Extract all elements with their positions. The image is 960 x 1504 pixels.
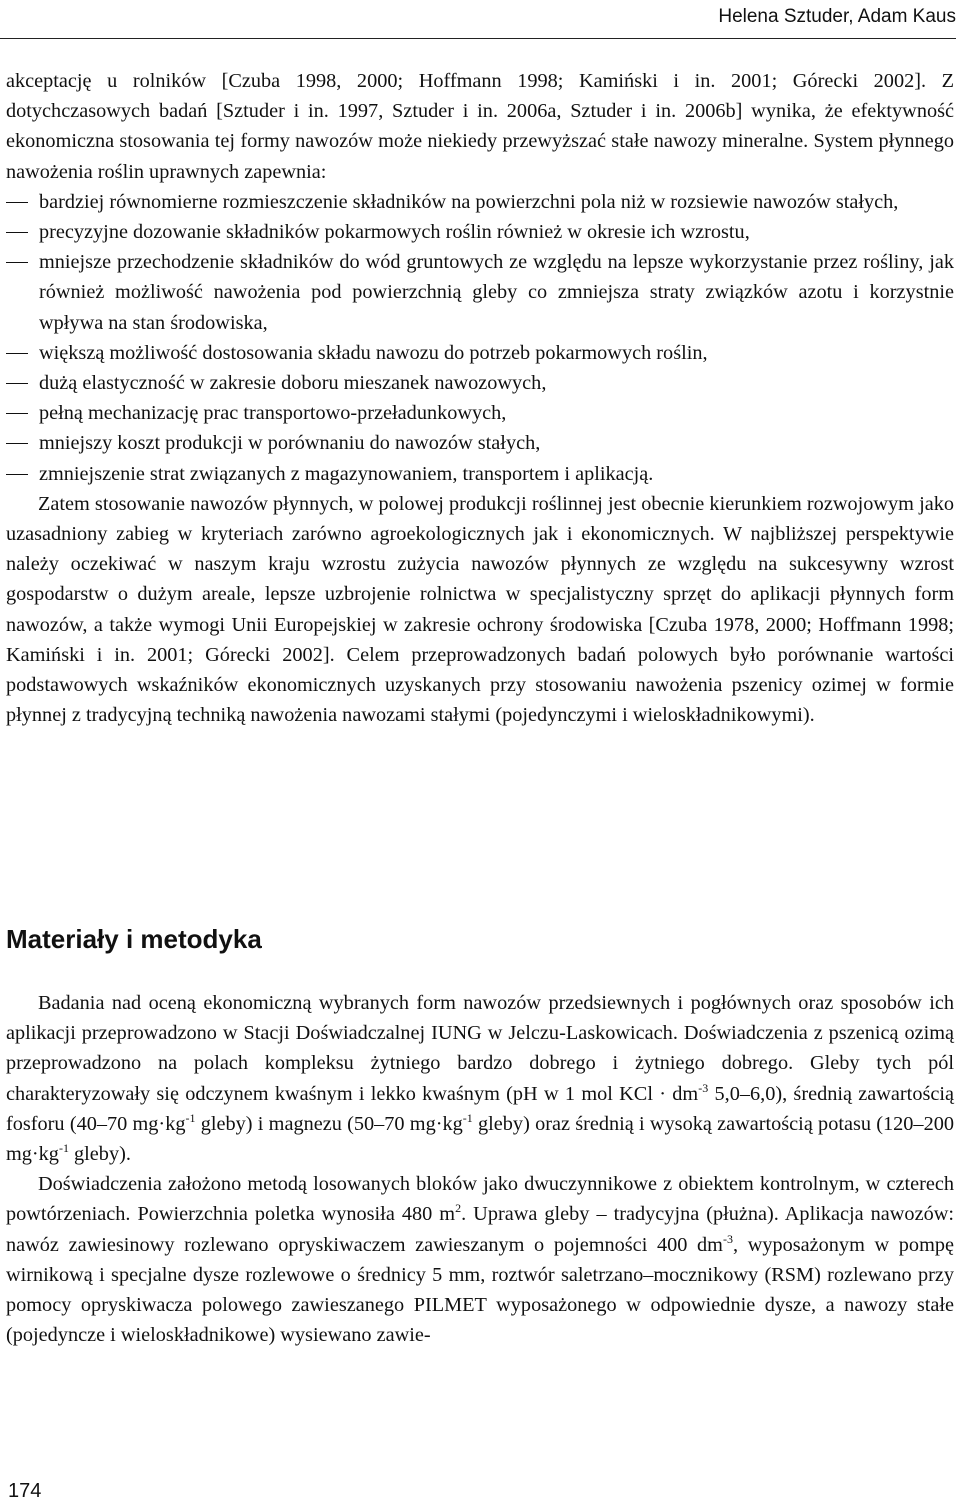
intro-paragraph: akceptację u rolników [Czuba 1998, 2000; Hoffmann 1998; Kamiński i in. 2001; Górecki 2002]. Z dotychczasowych badań [Sztuder i in. 1997, Sztuder i in. 2006a, Sztuder i in. 2006b] wynika, że efektywność ekonomiczna stosowania tej formy nawozów może niekiedy przewyższać stałe nawozy mineralne. System płynnego nawożenia roślin uprawnych zapewnia:	[6, 70, 954, 183]
page-number: 174	[8, 1480, 42, 1502]
list-item: bardziej równomierne rozmieszczenie składników na powierzchni pola niż w rozsiewie nawozów stałych,	[6, 187, 954, 217]
methods-section	[6, 988, 954, 1350]
conclusion-paragraph: Zatem stosowanie nawozów płynnych, w polowej produkcji roślinnej jest obecnie kierunkiem rozwojowym jako uzasadniony zabieg w kryteriach zarówno agroekologicznych jak i ekonomicznych. W najbliższej perspektywie należy oczekiwać w naszym kraju wzrostu zużycia nawozów płynnych ze względu na sukcesywny wzrost gospodarstw o dużym areale, lepsze uzbrojenie rolnictwa w specjalistyczny sprzęt do aplikacji płynnych form nawozów, a także wymogi Unii Europejskiej w zakresie ochrony środowiska [Czuba 1978, 2000; Hoffmann 1998; Kamiński i in. 2001; Górecki 2002]. Celem przeprowadzonych badań polowych było porównanie wartości podstawowych wskaźników ekonomicznych uzyskanych przy stosowaniu nawożenia pszenicy ozimej w formie płynnej z tradycyjną techniką nawożenia nawozami stałymi (pojedynczymi i wieloskładnikowymi).	[6, 492, 954, 727]
list-item: mniejszy koszt produkcji w porównaniu do nawozów stałych,	[6, 428, 954, 458]
list-item: pełną mechanizację prac transportowo-przeładunkowych,	[6, 398, 954, 428]
running-header	[0, 0, 956, 39]
methods-paragraph-2: Doświadczenia założono metodą losowanych bloków jako dwuczynnikowe z obiektem kontrolnym, w czterech powtórzeniach. Powierzchnia poletka wynosiła 480 $m^2$. Uprawa gleby – tradycyjna (płużna). Aplikacja nawozów: nawóz zawiesinowy rozlewano opryskiwaczem zawieszanym o pojemności 400 $dm^{-3}$, wyposażonym w pompę wirnikową i specjalne dysze rozlewowe o średnicy 5 mm, roztwór saletrzano–mocznikowy (RSM) rozlewano przy pomocy opryskiwacza polowego zawieszanego PILMET wyposażonego w odpowiednie dysze, a nawozy stałe (pojedyncze i wieloskładnikowe) wysiewano zawie-	[6, 1173, 954, 1347]
list-item: zmniejszenie strat związanych z magazynowaniem, transportem i aplikacją.	[6, 459, 954, 489]
header-authors: Helena Sztuder, Adam Kaus	[718, 6, 956, 27]
methods-paragraph-1: Badania nad oceną ekonomiczną wybranych form nawozów przedsiewnych i pogłównych oraz sposobów ich aplikacji przeprowadzono w Stacji Doświadczalnej IUNG w Jelczu-Laskowicach. Doświadczenia z pszenicą ozimą przeprowadzono na polach kompleksu żytniego bardzo dobrego i żytniego dobrego. Gleby tych pól charakteryzowały się odczynem kwaśnym i lekko kwaśnym (pH w 1 mol KCl · $dm^{-3}$ 5,0–6,0), średnią zawartością fosforu (40–70 $mg\cdot kg^{-1}$ gleby) i magnezu (50–70 $mg\cdot kg^{-1}$ gleby) oraz średnią i wysoką zawartością potasu (120–200 $mg\cdot kg^{-1}$ gleby).	[6, 992, 954, 1166]
intro-section	[6, 66, 954, 730]
list-item: dużą elastyczność w zakresie doboru mieszanek nawozowych,	[6, 368, 954, 398]
section-heading: Materiały i metodyka	[6, 924, 262, 954]
list-item: większą możliwość dostosowania składu nawozu do potrzeb pokarmowych roślin,	[6, 338, 954, 368]
list-item: precyzyjne dozowanie składników pokarmowych roślin również w okresie ich wzrostu,	[6, 217, 954, 247]
benefits-list	[6, 187, 954, 489]
list-item: mniejsze przechodzenie składników do wód gruntowych ze względu na lepsze wykorzystanie przez rośliny, jak również możliwość nawożenia pod powierzchnią gleby co zmniejsza straty związków azotu i korzystnie wpływa na stan środowiska,	[6, 247, 954, 338]
